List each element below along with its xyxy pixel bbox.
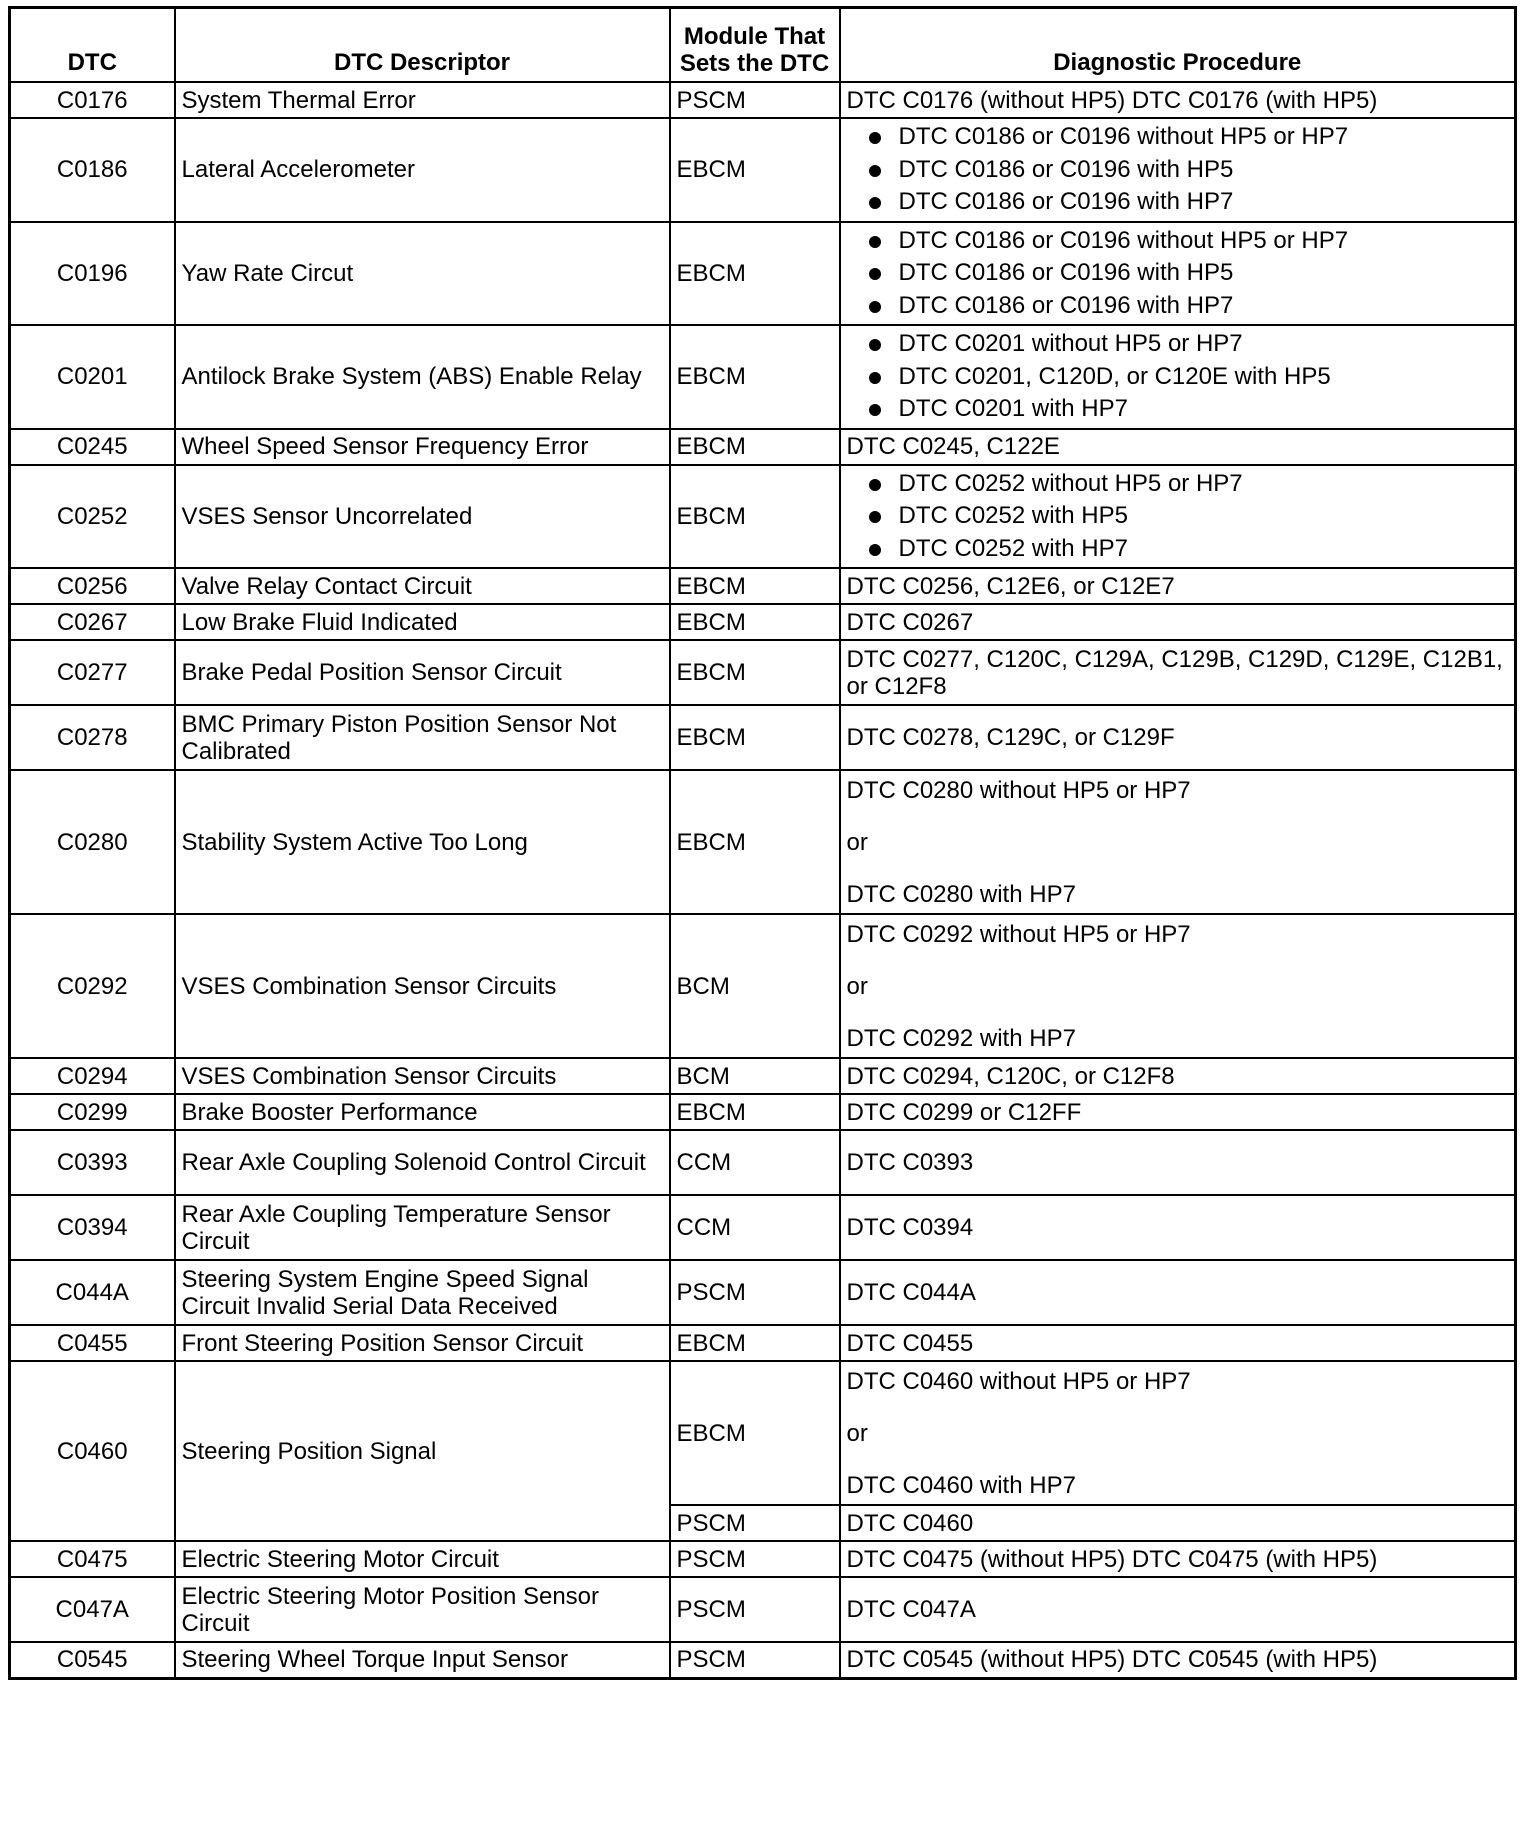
dtc-code: C0294 (10, 1058, 175, 1094)
procedure: DTC C0299 or C12FF (840, 1094, 1516, 1130)
dtc-code: C0455 (10, 1325, 175, 1361)
dtc-descriptor: Electric Steering Motor Position Sensor Circuit (175, 1577, 670, 1642)
header-dtc-label: DTC (67, 49, 117, 76)
dtc-code: C0460 (10, 1361, 175, 1541)
procedure: DTC C0393 (840, 1130, 1516, 1195)
module: EBCM (670, 429, 840, 465)
header-procedure (840, 8, 1516, 83)
procedure-bullet: DTC C0201 without HP5 or HP7 (865, 328, 1509, 361)
procedure: DTC C0545 (without HP5) DTC C0545 (with HP5) (840, 1642, 1516, 1678)
procedure-bullet: DTC C0186 or C0196 without HP5 or HP7 (865, 225, 1509, 258)
header-module-line2: Sets the DTC (679, 50, 830, 77)
table-row (10, 914, 1516, 1058)
procedure (840, 118, 1516, 222)
module: EBCM (670, 465, 840, 569)
table-row (10, 1094, 1516, 1130)
module: EBCM (670, 1094, 840, 1130)
procedure: DTC C0278, C129C, or C129F (840, 705, 1516, 770)
procedure-bullet: DTC C0186 or C0196 with HP7 (865, 290, 1509, 323)
procedure: DTC C0277, C120C, C129A, C129B, C129D, C129E, C12B1, or C12F8 (840, 640, 1516, 705)
procedure-bullet: DTC C0252 without HP5 or HP7 (865, 468, 1509, 501)
dtc-code: C0186 (10, 118, 175, 222)
table-row (10, 1058, 1516, 1094)
procedure-or: or (846, 1419, 868, 1447)
dtc-code: C0475 (10, 1541, 175, 1577)
header-descriptor-label: DTC Descriptor (333, 49, 511, 76)
procedure-line: DTC C0460 with HP7 (846, 1471, 1076, 1499)
header-procedure-label: Diagnostic Procedure (1053, 49, 1302, 76)
procedure-bullet: DTC C0201, C120D, or C120E with HP5 (865, 361, 1509, 394)
dtc-descriptor: Wheel Speed Sensor Frequency Error (175, 429, 670, 465)
procedure (840, 914, 1516, 1058)
dtc-code: C0394 (10, 1195, 175, 1260)
header-module (670, 8, 840, 83)
module: EBCM (670, 705, 840, 770)
dtc-code: C0299 (10, 1094, 175, 1130)
dtc-code: C0545 (10, 1642, 175, 1678)
header-descriptor (175, 8, 670, 83)
dtc-descriptor: VSES Combination Sensor Circuits (175, 914, 670, 1058)
dtc-descriptor: Low Brake Fluid Indicated (175, 604, 670, 640)
procedure-or: or (846, 972, 868, 1000)
module: EBCM (670, 1361, 840, 1505)
dtc-descriptor: Electric Steering Motor Circuit (175, 1541, 670, 1577)
procedure (840, 770, 1516, 914)
dtc-descriptor: Steering Wheel Torque Input Sensor (175, 1642, 670, 1678)
procedure: DTC C0455 (840, 1325, 1516, 1361)
module: CCM (670, 1130, 840, 1195)
module: EBCM (670, 640, 840, 705)
table-row (10, 1260, 1516, 1325)
procedure: DTC C0256, C12E6, or C12E7 (840, 568, 1516, 604)
dtc-descriptor: BMC Primary Piston Position Sensor Not Calibrated (175, 705, 670, 770)
module: EBCM (670, 1325, 840, 1361)
table-row (10, 1642, 1516, 1678)
table-header-row (10, 8, 1516, 83)
procedure-bullet: DTC C0252 with HP5 (865, 500, 1509, 533)
dtc-code: C0292 (10, 914, 175, 1058)
procedure: DTC C0475 (without HP5) DTC C0475 (with HP5) (840, 1541, 1516, 1577)
module: BCM (670, 914, 840, 1058)
procedure-bullet: DTC C0186 or C0196 with HP5 (865, 257, 1509, 290)
dtc-table (8, 6, 1517, 1680)
procedure (840, 1361, 1516, 1505)
procedure-line: DTC C0292 with HP7 (846, 1024, 1076, 1052)
header-dtc (10, 8, 175, 83)
procedure-or: or (846, 828, 868, 856)
dtc-code: C0277 (10, 640, 175, 705)
dtc-code: C0280 (10, 770, 175, 914)
module: PSCM (670, 82, 840, 118)
dtc-code: C0245 (10, 429, 175, 465)
table-row (10, 1541, 1516, 1577)
procedure: DTC C044A (840, 1260, 1516, 1325)
dtc-descriptor: Valve Relay Contact Circuit (175, 568, 670, 604)
procedure (840, 222, 1516, 326)
procedure: DTC C0267 (840, 604, 1516, 640)
table-row (10, 429, 1516, 465)
dtc-descriptor: System Thermal Error (175, 82, 670, 118)
procedure: DTC C047A (840, 1577, 1516, 1642)
dtc-code: C0256 (10, 568, 175, 604)
dtc-code: C0176 (10, 82, 175, 118)
dtc-code: C0201 (10, 325, 175, 429)
table-row (10, 222, 1516, 326)
module: EBCM (670, 604, 840, 640)
procedure-line: DTC C0280 with HP7 (846, 880, 1076, 908)
procedure (840, 465, 1516, 569)
dtc-code: C0252 (10, 465, 175, 569)
procedure (840, 325, 1516, 429)
procedure: DTC C0176 (without HP5) DTC C0176 (with HP5) (840, 82, 1516, 118)
table-row (10, 465, 1516, 569)
dtc-descriptor: Steering System Engine Speed Signal Circuit Invalid Serial Data Received (175, 1260, 670, 1325)
table-row (10, 705, 1516, 770)
module: EBCM (670, 325, 840, 429)
header-module-line1: Module That (683, 23, 826, 50)
procedure: DTC C0245, C122E (840, 429, 1516, 465)
dtc-descriptor: Lateral Accelerometer (175, 118, 670, 222)
module: PSCM (670, 1541, 840, 1577)
table-row (10, 1195, 1516, 1260)
dtc-descriptor: Yaw Rate Circut (175, 222, 670, 326)
table-row (10, 118, 1516, 222)
dtc-descriptor: VSES Sensor Uncorrelated (175, 465, 670, 569)
dtc-code: C0393 (10, 1130, 175, 1195)
table-row (10, 770, 1516, 914)
module: EBCM (670, 222, 840, 326)
dtc-code: C047A (10, 1577, 175, 1642)
dtc-descriptor: Rear Axle Coupling Temperature Sensor Circuit (175, 1195, 670, 1260)
table-row (10, 1130, 1516, 1195)
dtc-code: C0267 (10, 604, 175, 640)
table-row (10, 325, 1516, 429)
table-row (10, 1577, 1516, 1642)
table-row (10, 82, 1516, 118)
procedure-bullet: DTC C0186 or C0196 without HP5 or HP7 (865, 121, 1509, 154)
dtc-descriptor: Steering Position Signal (175, 1361, 670, 1541)
dtc-descriptor: VSES Combination Sensor Circuits (175, 1058, 670, 1094)
module: PSCM (670, 1505, 840, 1541)
procedure-line: DTC C0280 without HP5 or HP7 (846, 776, 1191, 804)
dtc-code: C0278 (10, 705, 175, 770)
module: PSCM (670, 1577, 840, 1642)
module: BCM (670, 1058, 840, 1094)
dtc-descriptor: Brake Pedal Position Sensor Circuit (175, 640, 670, 705)
procedure: DTC C0460 (840, 1505, 1516, 1541)
procedure-bullet: DTC C0201 with HP7 (865, 393, 1509, 426)
dtc-descriptor: Front Steering Position Sensor Circuit (175, 1325, 670, 1361)
dtc-descriptor: Rear Axle Coupling Solenoid Control Circuit (175, 1130, 670, 1195)
procedure-bullet: DTC C0186 or C0196 with HP7 (865, 186, 1509, 219)
procedure-line: DTC C0460 without HP5 or HP7 (846, 1367, 1191, 1395)
module: CCM (670, 1195, 840, 1260)
dtc-descriptor: Antilock Brake System (ABS) Enable Relay (175, 325, 670, 429)
dtc-code: C044A (10, 1260, 175, 1325)
table-row (10, 640, 1516, 705)
dtc-code: C0196 (10, 222, 175, 326)
procedure: DTC C0294, C120C, or C12F8 (840, 1058, 1516, 1094)
procedure: DTC C0394 (840, 1195, 1516, 1260)
module: EBCM (670, 118, 840, 222)
procedure-line: DTC C0292 without HP5 or HP7 (846, 920, 1191, 948)
procedure-bullet: DTC C0252 with HP7 (865, 533, 1509, 566)
table-row (10, 1325, 1516, 1361)
module: EBCM (670, 568, 840, 604)
dtc-descriptor: Stability System Active Too Long (175, 770, 670, 914)
module: EBCM (670, 770, 840, 914)
table-row (10, 568, 1516, 604)
table-row (10, 1361, 1516, 1505)
module: PSCM (670, 1260, 840, 1325)
procedure-bullet: DTC C0186 or C0196 with HP5 (865, 154, 1509, 187)
table-row (10, 604, 1516, 640)
module: PSCM (670, 1642, 840, 1678)
dtc-descriptor: Brake Booster Performance (175, 1094, 670, 1130)
